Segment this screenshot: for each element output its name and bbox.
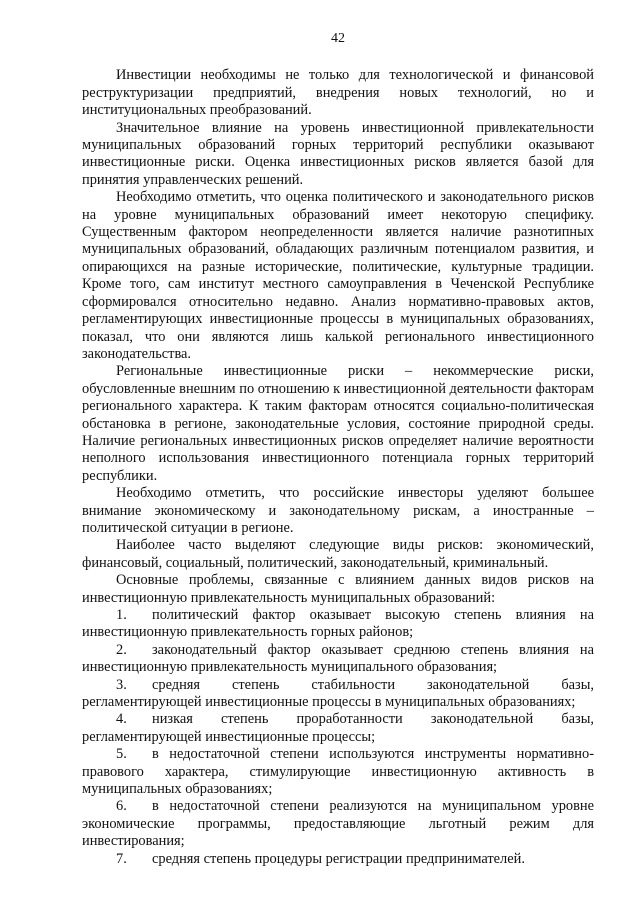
list-item	[82, 607, 594, 642]
paragraph-regional-risks: Региональные инвестиционные риски – некоммерческие риски, обусловленные внешним по отношению к инвестиционной деятельности факторам регионального характера. К таким факторам относятся социально-политическая обстановка в регионе, законодательные условия, состояние природной среды. Наличие региональных инвестиционных рисков определяет наличие вероятности неполного использования инвестиционного потенциала горных территорий республики.	[82, 363, 594, 484]
list-item-text: законодательный фактор оказывает среднюю степень влияния на инвестиционную привлекательность муниципального образования;	[82, 641, 594, 676]
list-item	[82, 642, 594, 677]
list-item-number: 4.	[116, 711, 127, 728]
list-item	[82, 711, 594, 746]
list-item-text: политический фактор оказывает высокую степень влияния на инвестиционную привлекательность горных районов;	[82, 607, 594, 641]
list-item-number: 7.	[116, 850, 127, 867]
paragraph-risk-assessment: Необходимо отметить, что оценка политического и законодательного рисков на уровне муниципальных образований имеет некоторую специфику. Существенным фактором неопределенности является наличие разнотипных муниципальных образований, обладающих различным потенциалом развития, и опирающихся на разные исторические, политические, культурные традиции. Кроме того, сам институт местного самоуправления в Чеченской Республике сформировался относительно недавно. Анализ нормативно-правовых актов, регламентирующих инвестиционные процессы в муниципальных образованиях, показал, что они являются лишь калькой регионального инвестиционного законодательства.	[82, 189, 594, 362]
list-item	[82, 851, 594, 868]
list-item	[82, 677, 594, 712]
list-item-text: средняя степень стабильности законодательной базы, регламентирующей инвестиционные процессы в муниципальных образованиях;	[82, 676, 594, 711]
paragraph-investment-risks: Значительное влияние на уровень инвестиционной привлекательности муниципальных образований горных территорий республики оказывают инвестиционные риски. Оценка инвестиционных рисков является базой для принятия управленческих решений.	[82, 119, 594, 188]
paragraph-investments: Инвестиции необходимы не только для технологической и финансовой реструктуризации предприятий, внедрения новых технологий, но и институциональных преобразований.	[82, 67, 594, 119]
paragraph-risk-types: Наиболее часто выделяют следующие виды рисков: экономический, финансовый, социальный, политический, законодательный, криминальный.	[82, 537, 594, 571]
list-item	[82, 746, 594, 798]
document-page	[82, 30, 594, 868]
list-item	[82, 798, 594, 850]
list-item-number: 2.	[116, 641, 127, 658]
list-item-text: низкая степень проработанности законодательной базы, регламентирующей инвестиционные процессы;	[82, 711, 594, 745]
list-item-number: 5.	[116, 746, 127, 763]
paragraph-main-problems: Основные проблемы, связанные с влиянием данных видов рисков на инвестиционную привлекательность муниципальных образований:	[82, 572, 594, 606]
list-item-text: в недостаточной степени используются инструменты нормативно-правового характера, стимулирующие инвестиционную активность в муниципальных образованиях;	[82, 746, 594, 798]
list-item-number: 1.	[116, 607, 127, 623]
list-item-number: 6.	[116, 798, 127, 815]
paragraph-investors-attention: Необходимо отметить, что российские инвесторы уделяют большее внимание экономическому и законодательному рискам, а иностранные – политической ситуации в регионе.	[82, 485, 594, 536]
page-number: 42	[331, 31, 345, 46]
list-item-number: 3.	[116, 676, 127, 693]
list-item-text: в недостаточной степени реализуются на муниципальном уровне экономические программы, предоставляющие льготный режим для инвестирования;	[82, 798, 594, 850]
list-item-text: средняя степень процедуры регистрации предпринимателей.	[152, 850, 525, 867]
